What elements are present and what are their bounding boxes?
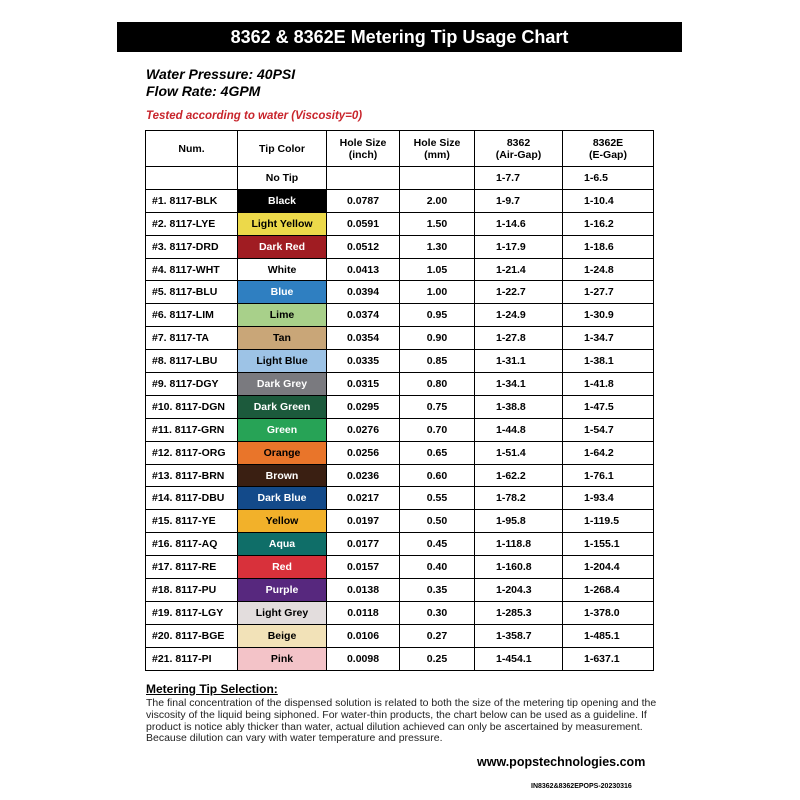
num-cell: #3. 8117-DRD: [146, 235, 238, 258]
airgap-ratio-cell: 1-62.2: [475, 464, 563, 487]
tip-color-cell: Lime: [238, 304, 327, 327]
num-cell: #14. 8117-DBU: [146, 487, 238, 510]
hole-inch-cell: 0.0394: [327, 281, 400, 304]
egap-ratio-cell: 1-54.7: [563, 418, 654, 441]
tip-color-cell: Light Blue: [238, 350, 327, 373]
hole-mm-cell: 0.25: [400, 647, 475, 670]
hole-inch-cell: 0.0138: [327, 579, 400, 602]
table-row: [146, 327, 654, 350]
tip-color-cell: Light Yellow: [238, 212, 327, 235]
tip-color-cell: Dark Red: [238, 235, 327, 258]
tip-usage-table: [145, 130, 654, 671]
egap-ratio-cell: 1-24.8: [563, 258, 654, 281]
header-hole-mm: Hole Size (mm): [400, 131, 475, 167]
airgap-ratio-cell: 1-14.6: [475, 212, 563, 235]
egap-ratio-cell: 1-268.4: [563, 579, 654, 602]
num-cell: #21. 8117-PI: [146, 647, 238, 670]
header-hole-inch: Hole Size (inch): [327, 131, 400, 167]
airgap-ratio-cell: 1-51.4: [475, 441, 563, 464]
hole-mm-cell: 0.65: [400, 441, 475, 464]
table-row: [146, 464, 654, 487]
hole-mm-cell: 1.50: [400, 212, 475, 235]
tip-color-cell: Black: [238, 189, 327, 212]
hole-inch-cell: 0.0106: [327, 624, 400, 647]
table-row: [146, 350, 654, 373]
hole-mm-cell: 0.45: [400, 533, 475, 556]
airgap-ratio-cell: 1-9.7: [475, 189, 563, 212]
egap-ratio-cell: 1-637.1: [563, 647, 654, 670]
hole-inch-cell: [327, 167, 400, 190]
table-row: [146, 258, 654, 281]
egap-ratio-cell: 1-41.8: [563, 373, 654, 396]
document-code: IN8362&8362EPOPS-20230316: [531, 783, 632, 790]
airgap-ratio-cell: 1-24.9: [475, 304, 563, 327]
hole-inch-cell: 0.0177: [327, 533, 400, 556]
airgap-ratio-cell: 1-78.2: [475, 487, 563, 510]
hole-inch-cell: 0.0236: [327, 464, 400, 487]
header-tip-color: Tip Color: [238, 131, 327, 167]
airgap-ratio-cell: 1-454.1: [475, 647, 563, 670]
hole-mm-cell: 0.80: [400, 373, 475, 396]
hole-inch-cell: 0.0787: [327, 189, 400, 212]
table-row: [146, 235, 654, 258]
airgap-ratio-cell: 1-21.4: [475, 258, 563, 281]
table-row: [146, 624, 654, 647]
tip-color-cell: Aqua: [238, 533, 327, 556]
airgap-ratio-cell: 1-17.9: [475, 235, 563, 258]
egap-ratio-cell: 1-64.2: [563, 441, 654, 464]
egap-ratio-cell: 1-30.9: [563, 304, 654, 327]
table-row: [146, 487, 654, 510]
table-header-row: [146, 131, 654, 167]
tip-color-cell: Pink: [238, 647, 327, 670]
tip-color-cell: Tan: [238, 327, 327, 350]
hole-mm-cell: 0.60: [400, 464, 475, 487]
tip-color-cell: Dark Grey: [238, 373, 327, 396]
hole-inch-cell: 0.0098: [327, 647, 400, 670]
hole-mm-cell: 1.00: [400, 281, 475, 304]
website-url: www.popstechnologies.com: [477, 755, 646, 769]
airgap-ratio-cell: 1-22.7: [475, 281, 563, 304]
egap-ratio-cell: 1-378.0: [563, 601, 654, 624]
num-cell: #2. 8117-LYE: [146, 212, 238, 235]
egap-ratio-cell: 1-155.1: [563, 533, 654, 556]
tip-color-cell: Dark Green: [238, 395, 327, 418]
tip-color-cell: Green: [238, 418, 327, 441]
hole-mm-cell: 0.90: [400, 327, 475, 350]
tip-color-cell: Blue: [238, 281, 327, 304]
egap-ratio-cell: 1-204.4: [563, 556, 654, 579]
hole-mm-cell: 0.85: [400, 350, 475, 373]
hole-inch-cell: 0.0315: [327, 373, 400, 396]
hole-inch-cell: 0.0157: [327, 556, 400, 579]
hole-inch-cell: 0.0591: [327, 212, 400, 235]
tip-color-cell: White: [238, 258, 327, 281]
tip-color-cell: Purple: [238, 579, 327, 602]
tip-color-cell: Red: [238, 556, 327, 579]
num-cell: #11. 8117-GRN: [146, 418, 238, 441]
num-cell: #8. 8117-LBU: [146, 350, 238, 373]
table-row: [146, 418, 654, 441]
egap-ratio-cell: 1-34.7: [563, 327, 654, 350]
hole-mm-cell: 0.55: [400, 487, 475, 510]
hole-inch-cell: 0.0256: [327, 441, 400, 464]
chart-title: 8362 & 8362E Metering Tip Usage Chart: [117, 22, 682, 52]
header-8362e-egap: 8362E (E-Gap): [563, 131, 654, 167]
hole-inch-cell: 0.0276: [327, 418, 400, 441]
table-row: [146, 304, 654, 327]
num-cell: #13. 8117-BRN: [146, 464, 238, 487]
table-row: [146, 647, 654, 670]
egap-ratio-cell: 1-38.1: [563, 350, 654, 373]
table-row: [146, 510, 654, 533]
airgap-ratio-cell: 1-34.1: [475, 373, 563, 396]
airgap-ratio-cell: 1-44.8: [475, 418, 563, 441]
hole-inch-cell: 0.0512: [327, 235, 400, 258]
table-row: [146, 281, 654, 304]
hole-mm-cell: 0.35: [400, 579, 475, 602]
hole-mm-cell: 2.00: [400, 189, 475, 212]
table-row: [146, 601, 654, 624]
airgap-ratio-cell: 1-285.3: [475, 601, 563, 624]
hole-mm-cell: [400, 167, 475, 190]
tip-color-cell: Orange: [238, 441, 327, 464]
table-row: [146, 395, 654, 418]
num-cell: #5. 8117-BLU: [146, 281, 238, 304]
hole-inch-cell: 0.0335: [327, 350, 400, 373]
hole-inch-cell: 0.0374: [327, 304, 400, 327]
tip-color-cell: No Tip: [238, 167, 327, 190]
airgap-ratio-cell: 1-160.8: [475, 556, 563, 579]
table-row: [146, 441, 654, 464]
egap-ratio-cell: 1-76.1: [563, 464, 654, 487]
egap-ratio-cell: 1-16.2: [563, 212, 654, 235]
num-cell: #1. 8117-BLK: [146, 189, 238, 212]
hole-mm-cell: 0.40: [400, 556, 475, 579]
tip-color-cell: Yellow: [238, 510, 327, 533]
hole-inch-cell: 0.0413: [327, 258, 400, 281]
airgap-ratio-cell: 1-31.1: [475, 350, 563, 373]
hole-mm-cell: 1.30: [400, 235, 475, 258]
airgap-ratio-cell: 1-118.8: [475, 533, 563, 556]
table-row: [146, 556, 654, 579]
airgap-ratio-cell: 1-204.3: [475, 579, 563, 602]
hole-inch-cell: 0.0295: [327, 395, 400, 418]
hole-inch-cell: 0.0197: [327, 510, 400, 533]
egap-ratio-cell: 1-27.7: [563, 281, 654, 304]
hole-mm-cell: 0.75: [400, 395, 475, 418]
water-pressure: Water Pressure: 40PSI: [146, 66, 296, 82]
num-cell: #4. 8117-WHT: [146, 258, 238, 281]
airgap-ratio-cell: 1-7.7: [475, 167, 563, 190]
egap-ratio-cell: 1-47.5: [563, 395, 654, 418]
hole-mm-cell: 0.30: [400, 601, 475, 624]
hole-mm-cell: 0.27: [400, 624, 475, 647]
hole-inch-cell: 0.0118: [327, 601, 400, 624]
table-row: [146, 579, 654, 602]
num-cell: #17. 8117-RE: [146, 556, 238, 579]
flow-rate: Flow Rate: 4GPM: [146, 83, 261, 99]
hole-mm-cell: 1.05: [400, 258, 475, 281]
header-8362-airgap: 8362 (Air-Gap): [475, 131, 563, 167]
hole-mm-cell: 0.70: [400, 418, 475, 441]
num-cell: [146, 167, 238, 190]
num-cell: #20. 8117-BGE: [146, 624, 238, 647]
table-row: [146, 533, 654, 556]
egap-ratio-cell: 1-10.4: [563, 189, 654, 212]
hole-mm-cell: 0.50: [400, 510, 475, 533]
header-num: Num.: [146, 131, 238, 167]
num-cell: #9. 8117-DGY: [146, 373, 238, 396]
num-cell: #6. 8117-LIM: [146, 304, 238, 327]
airgap-ratio-cell: 1-38.8: [475, 395, 563, 418]
egap-ratio-cell: 1-6.5: [563, 167, 654, 190]
num-cell: #19. 8117-LGY: [146, 601, 238, 624]
egap-ratio-cell: 1-119.5: [563, 510, 654, 533]
tested-note: Tested according to water (Viscosity=0): [146, 110, 363, 122]
selection-title: Metering Tip Selection:: [146, 682, 278, 696]
num-cell: #18. 8117-PU: [146, 579, 238, 602]
num-cell: #10. 8117-DGN: [146, 395, 238, 418]
tip-color-cell: Beige: [238, 624, 327, 647]
num-cell: #15. 8117-YE: [146, 510, 238, 533]
num-cell: #12. 8117-ORG: [146, 441, 238, 464]
hole-inch-cell: 0.0217: [327, 487, 400, 510]
egap-ratio-cell: 1-18.6: [563, 235, 654, 258]
hole-mm-cell: 0.95: [400, 304, 475, 327]
table-row: [146, 212, 654, 235]
egap-ratio-cell: 1-93.4: [563, 487, 654, 510]
table-row: [146, 373, 654, 396]
selection-text: The final concentration of the dispensed solution is related to both the size of the metering tip opening and the viscosity of the liquid being siphoned. For water-thin products, the chart below can be used as a guideline. If product is notice ably thicker than water, actual dilution achieved can only be ascertained by measurement. Because dilution can vary with water temperature and pressure.: [146, 697, 657, 745]
table-row: [146, 167, 654, 190]
airgap-ratio-cell: 1-27.8: [475, 327, 563, 350]
num-cell: #7. 8117-TA: [146, 327, 238, 350]
tip-color-cell: Dark Blue: [238, 487, 327, 510]
airgap-ratio-cell: 1-95.8: [475, 510, 563, 533]
tip-color-cell: Brown: [238, 464, 327, 487]
num-cell: #16. 8117-AQ: [146, 533, 238, 556]
tip-color-cell: Light Grey: [238, 601, 327, 624]
hole-inch-cell: 0.0354: [327, 327, 400, 350]
egap-ratio-cell: 1-485.1: [563, 624, 654, 647]
airgap-ratio-cell: 1-358.7: [475, 624, 563, 647]
table-row: [146, 189, 654, 212]
